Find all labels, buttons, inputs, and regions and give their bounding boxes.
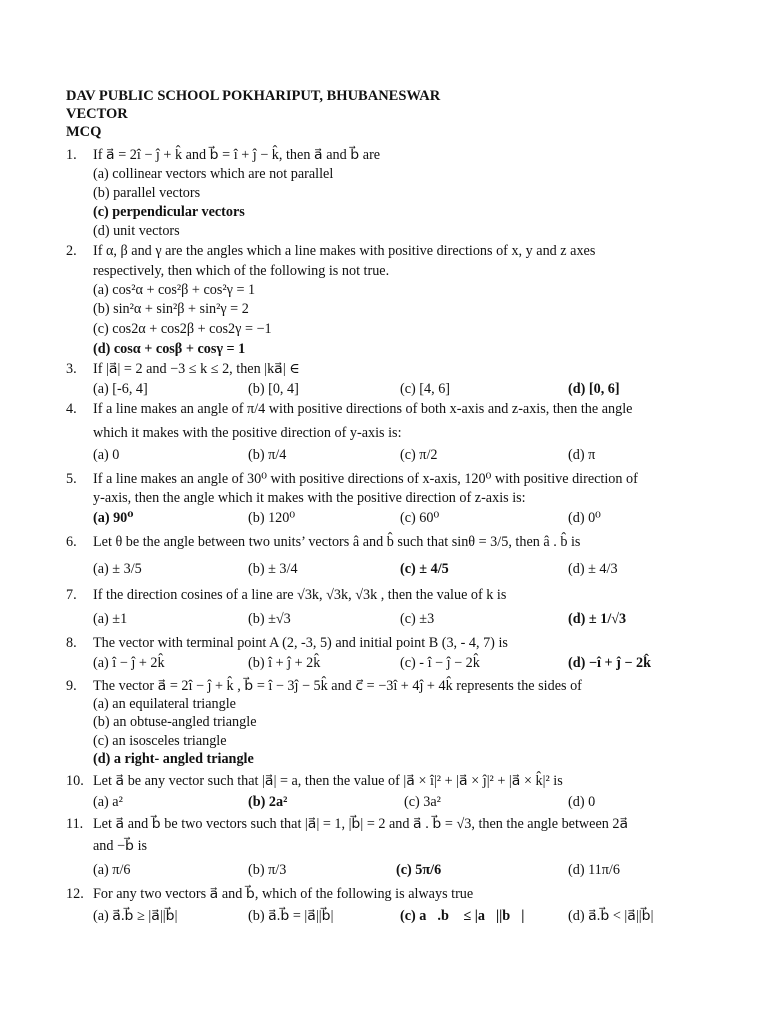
answer-option: (b) [0, 4] — [248, 381, 299, 397]
answer-option: (b) a⃗.b⃗ = |a⃗||b⃗| — [248, 908, 334, 924]
question-text: Let θ be the angle between two units’ vectors â and b̂ such that sinθ = 3/5, then â . b̂ is — [93, 534, 581, 550]
answer-option: (b) 2a² — [248, 794, 288, 810]
answer-option: (d) 11π/6 — [568, 862, 620, 878]
question-number: 6. — [66, 534, 77, 550]
answer-option: (b) parallel vectors — [93, 185, 201, 201]
answer-option: (b) an obtuse-angled triangle — [93, 714, 257, 730]
answer-option: (d) cosα + cosβ + cosγ = 1 — [93, 341, 246, 357]
question-number: 3. — [66, 361, 77, 377]
question-text: If the direction cosines of a line are √3k, √3k, √3k , then the value of k is — [93, 587, 507, 603]
question-number: 2. — [66, 243, 77, 259]
answer-option: (b) ±√3 — [248, 611, 291, 627]
question-number: 11. — [66, 816, 84, 832]
question-text: For any two vectors a⃗ and b⃗, which of the following is always true — [93, 886, 474, 902]
answer-option: (a) 90⁰ — [93, 510, 134, 526]
answer-option: (c) perpendicular vectors — [93, 204, 245, 220]
question-number: 10. — [66, 773, 84, 789]
answer-option: (d) unit vectors — [93, 223, 180, 239]
answer-option: (c) π/2 — [400, 447, 438, 463]
question-text: Let a⃗ and b⃗ be two vectors such that |a⃗| = 1, |b⃗| = 2 and a⃗ . b⃗ = √3, then the angle between 2a⃗ — [93, 816, 629, 832]
answer-option: (d) π — [568, 447, 596, 463]
question-text: If α, β and γ are the angles which a line makes with positive directions of x, y and z axes — [93, 243, 596, 259]
question-number: 8. — [66, 635, 77, 651]
answer-option: (d) a right- angled triangle — [93, 751, 254, 767]
answer-option: (d) ± 4/3 — [568, 561, 618, 577]
answer-option: (c) ± 4/5 — [400, 561, 449, 577]
answer-option: (a) 0 — [93, 447, 120, 463]
answer-option: (c) cos2α + cos2β + cos2γ = −1 — [93, 321, 272, 337]
question-text: and −b⃗ is — [93, 838, 148, 854]
question-text: If a line makes an angle of π/4 with positive directions of both x-axis and z-axis, then the angle — [93, 401, 633, 417]
question-number: 7. — [66, 587, 77, 603]
answer-option: (c) a⃗.b⃗ ≤ |a⃗||b⃗| — [400, 908, 525, 924]
answer-option: (c) 3a² — [404, 794, 441, 810]
answer-option: (a) [-6, 4] — [93, 381, 148, 397]
answer-option: (c) ±3 — [400, 611, 435, 627]
answer-option: (a) collinear vectors which are not parallel — [93, 166, 334, 182]
answer-option: (c) 60⁰ — [400, 510, 440, 526]
answer-option: (d) [0, 6] — [568, 381, 620, 397]
answer-option: (a) ± 3/5 — [93, 561, 142, 577]
subject-title: VECTOR — [66, 106, 128, 122]
answer-option: (b) 120⁰ — [248, 510, 296, 526]
answer-option: (a) ±1 — [93, 611, 128, 627]
answer-option: (a) î − ĵ + 2k̂ — [93, 655, 165, 671]
question-text: The vector with terminal point A (2, -3, 5) and initial point B (3, - 4, 7) is — [93, 635, 508, 651]
answer-option: (a) cos²α + cos²β + cos²γ = 1 — [93, 282, 256, 298]
question-text: Let a⃗ be any vector such that |a⃗| = a, then the value of |a⃗ × î|² + |a⃗ × ĵ|² + |a⃗ × k̂|² is — [93, 773, 563, 789]
question-text: If a line makes an angle of 30⁰ with positive directions of x-axis, 120⁰ with positive direction of — [93, 471, 638, 487]
school-title: DAV PUBLIC SCHOOL POKHARIPUT, BHUBANESWAR — [66, 88, 441, 104]
answer-option: (b) π/4 — [248, 447, 287, 463]
section-title: MCQ — [66, 124, 102, 140]
question-number: 4. — [66, 401, 77, 417]
question-text: The vector a⃗ = 2î − ĵ + k̂ , b⃗ = î − 3ĵ − 5k̂ and c⃗ = −3î + 4ĵ + 4k̂ represents the sides of — [93, 678, 582, 694]
question-number: 12. — [66, 886, 84, 902]
answer-option: (c) [4, 6] — [400, 381, 451, 397]
answer-option: (c) an isosceles triangle — [93, 733, 227, 749]
answer-option: (c) - î − ĵ − 2k̂ — [400, 655, 480, 671]
question-text: which it makes with the positive direction of y-axis is: — [93, 425, 402, 441]
answer-option: (b) sin²α + sin²β + sin²γ = 2 — [93, 301, 249, 317]
answer-option: (b) î + ĵ + 2k̂ — [248, 655, 321, 671]
question-number: 9. — [66, 678, 77, 694]
answer-option: (d) ± 1/√3 — [568, 611, 627, 627]
question-text: If a⃗ = 2î − ĵ + k̂ and b⃗ = î + ĵ − k̂, then a⃗ and b⃗ are — [93, 147, 381, 163]
answer-option: (a) an equilateral triangle — [93, 696, 236, 712]
answer-option: (d) 0 — [568, 794, 596, 810]
question-text: respectively, then which of the following is not true. — [93, 263, 390, 279]
question-number: 5. — [66, 471, 77, 487]
answer-option: (c) 5π/6 — [396, 862, 442, 878]
question-number: 1. — [66, 147, 77, 163]
answer-option: (a) a⃗.b⃗ ≥ |a⃗||b⃗| — [93, 908, 178, 924]
question-text: y-axis, then the angle which it makes with the positive direction of z-axis is: — [93, 490, 526, 506]
answer-option: (b) ± 3/4 — [248, 561, 298, 577]
question-text: If |a⃗| = 2 and −3 ≤ k ≤ 2, then |ka⃗| ∈ — [93, 361, 300, 377]
answer-option: (a) π/6 — [93, 862, 131, 878]
answer-option: (d) a⃗.b⃗ < |a⃗||b⃗| — [568, 908, 654, 924]
answer-option: (d) 0⁰ — [568, 510, 601, 526]
answer-option: (a) a² — [93, 794, 123, 810]
answer-option: (d) −î + ĵ − 2k̂ — [568, 655, 651, 671]
answer-option: (b) π/3 — [248, 862, 287, 878]
